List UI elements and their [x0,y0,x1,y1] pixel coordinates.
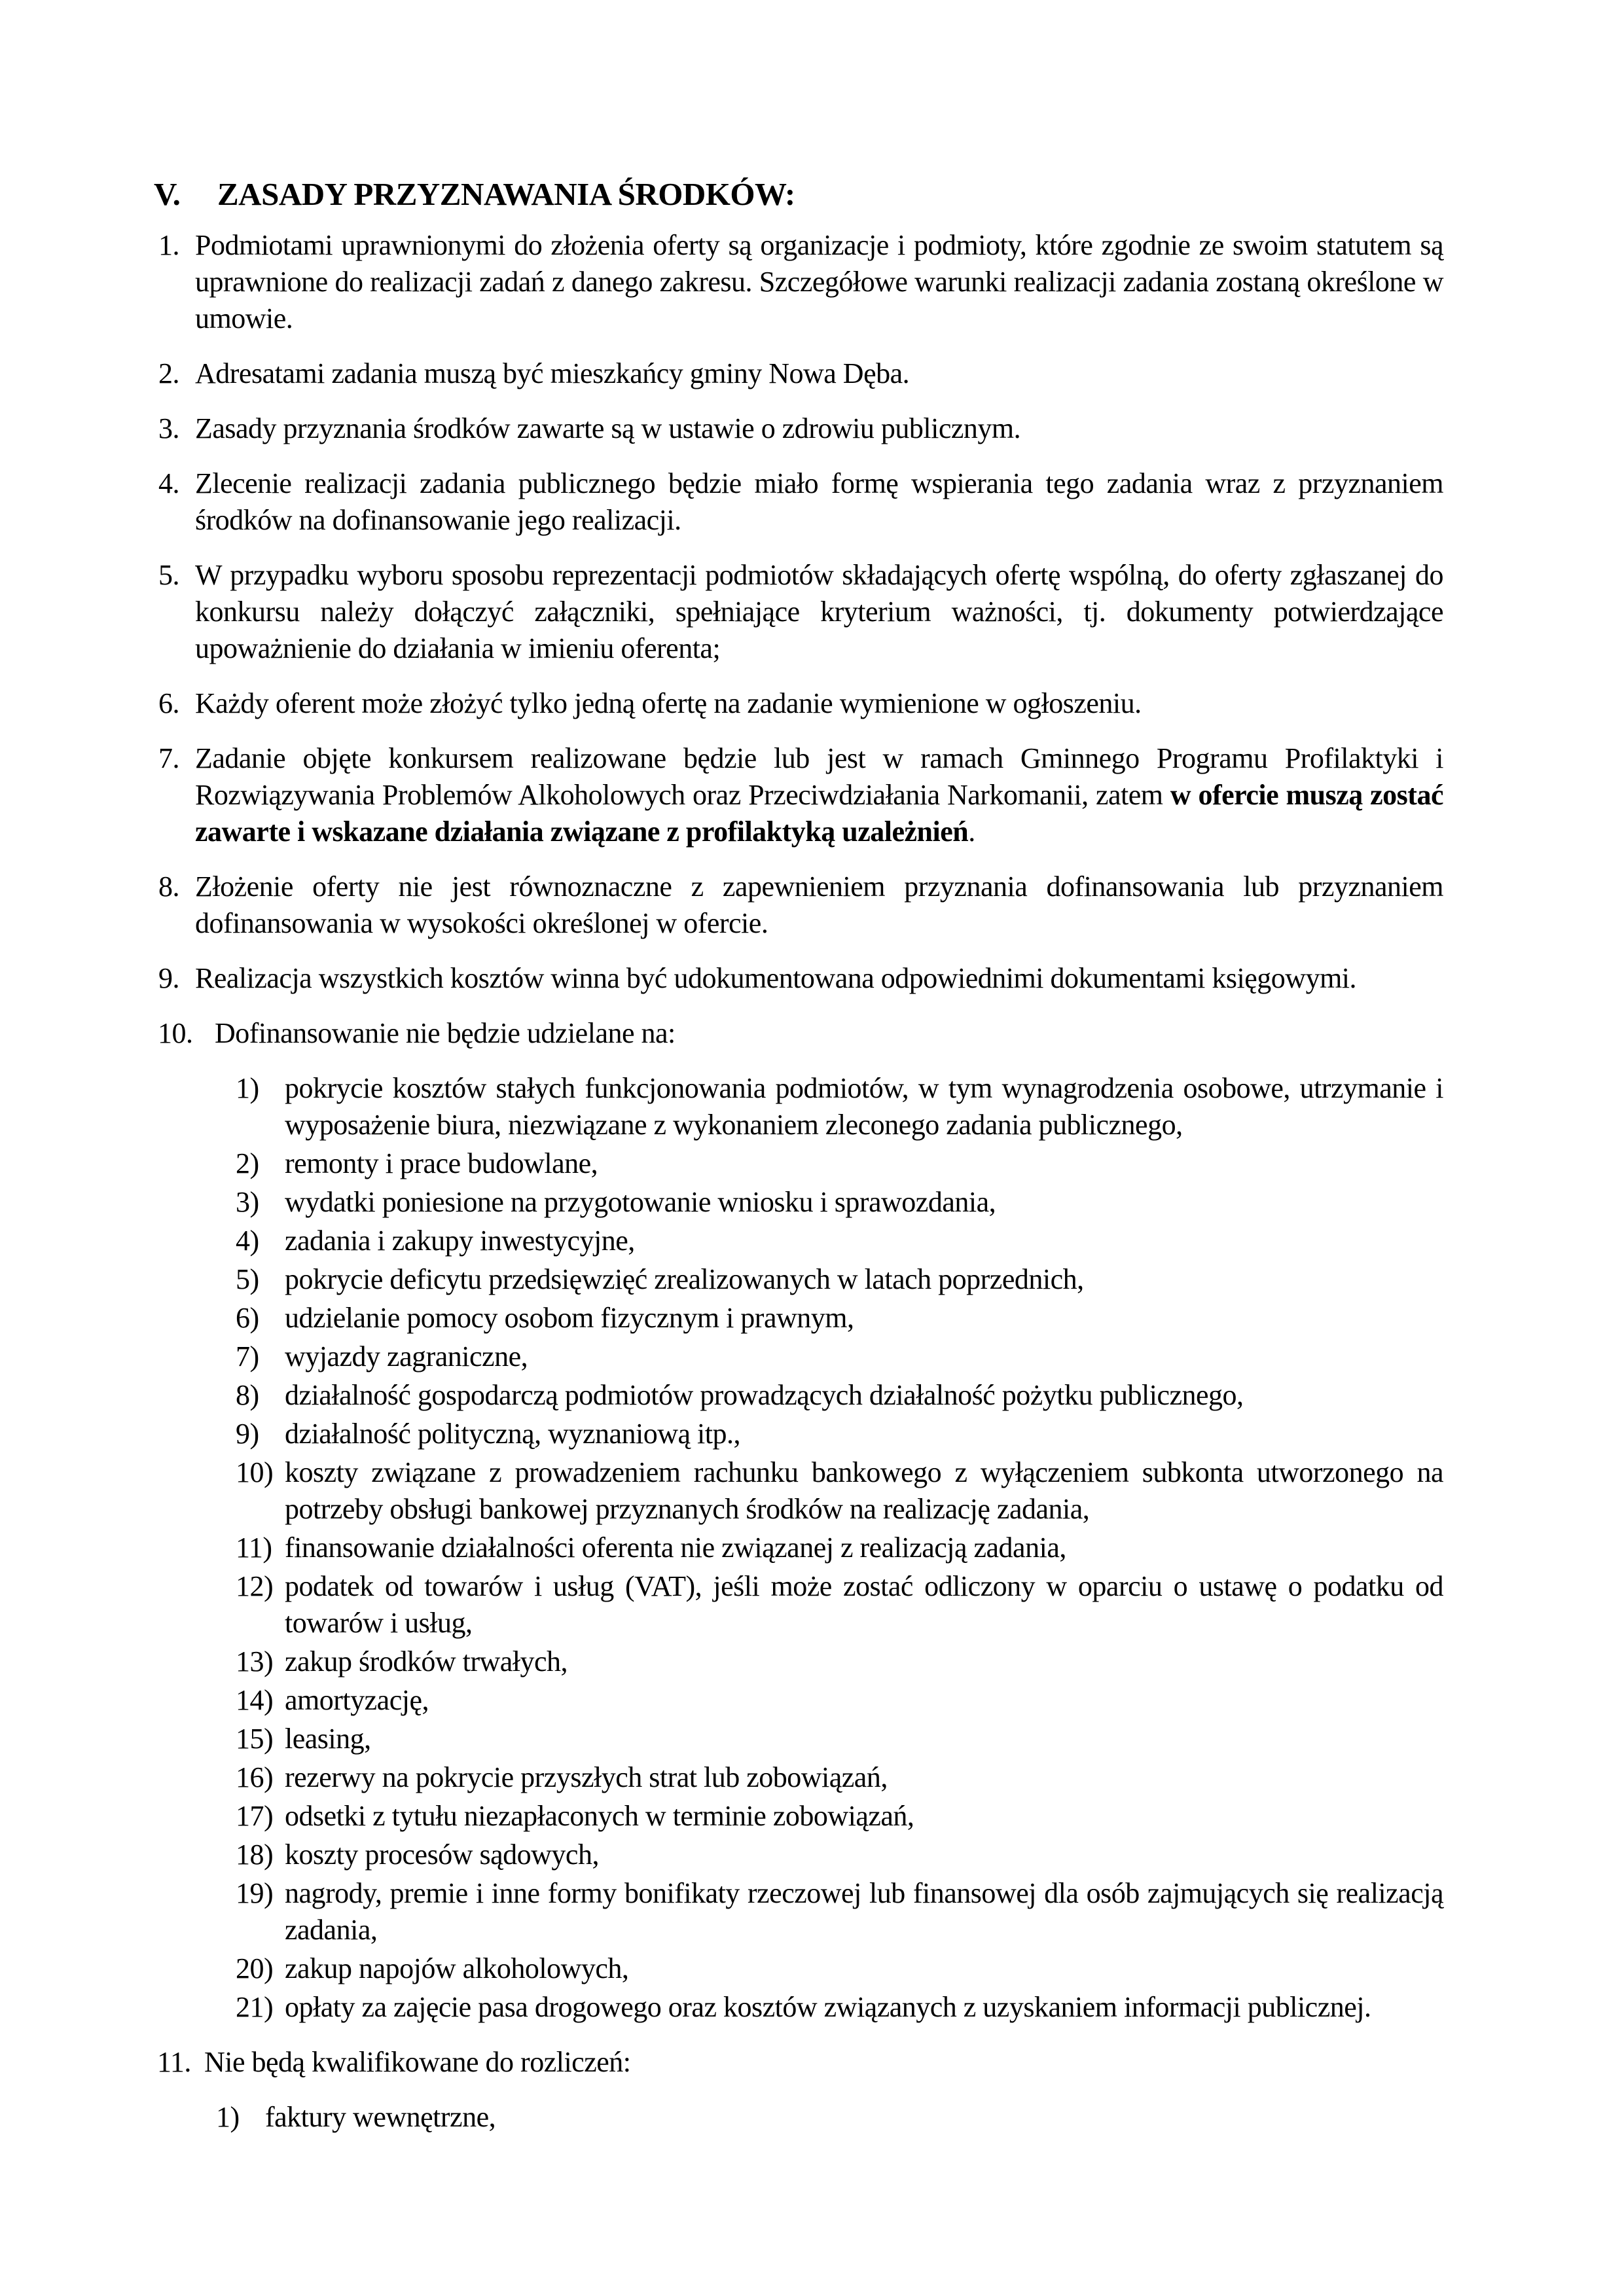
sublist-item [236,1261,1443,1298]
list-item-text-bold: w ofercie muszą zostać zawarte i wskazane działania związane z profilaktyką uzależnień [195,779,1443,848]
sublist-item-text: koszty procesów sądowych, [285,1839,599,1871]
list-item-text: Podmiotami uprawnionymi do złożenia oferty są organizacje i podmioty, które zgodnie ze swoim statutem są uprawnione do realizacji zadań z danego zakresu. Szczegółowe warunki realizacji zadania zostaną określone w umowie. [195,229,1443,334]
sublist-item [236,1875,1443,1948]
sublist-item-number: 1) [216,2101,240,2133]
sublist [216,2099,1443,2136]
list-item-text: . [968,816,975,848]
sublist-item-number: 8) [236,1379,259,1411]
list-item-number: 4. [158,467,179,499]
sublist-item-text: wyjazdy zagraniczne, [285,1340,528,1372]
sublist-item-number: 14) [236,1684,274,1716]
list-item-text: Nie będą kwalifikowane do rozliczeń: [204,2046,631,2078]
sublist-item [236,1759,1443,1796]
sublist-item-text: amortyzację, [285,1684,429,1716]
sublist-item-text: pokrycie kosztów stałych funkcjonowania podmiotów, w tym wynagrodzenia osobowe, utrzymanie i wyposażenie biura, niezwiązane z wykonaniem zleconego zadania publicznego, [285,1072,1443,1141]
sublist-item-text: remonty i prace budowlane, [285,1147,598,1179]
list-item [154,1015,1443,2026]
sublist-item-text: udzielanie pomocy osobom fizycznym i prawnym, [285,1302,854,1334]
sublist-item [236,1223,1443,1259]
sublist-item-number: 15) [236,1723,274,1755]
sublist-item-text: koszty związane z prowadzeniem rachunku bankowego z wyłączeniem subkonta utworzonego na potrzeby obsługi bankowej przyznanych środków na realizację zadania, [285,1456,1443,1525]
sublist-item-number: 5) [236,1263,259,1295]
list-item [154,410,1443,447]
sublist-item-text: faktury wewnętrzne, [265,2101,496,2133]
list-item [154,685,1443,722]
list-item-number: 10. [158,1017,193,1049]
list-item-text: Zasady przyznania środków zawarte są w ustawie o zdrowiu publicznym. [195,412,1021,444]
sublist-item [236,1530,1443,1566]
list-item-text: Realizacja wszystkich kosztów winna być udokumentowana odpowiednimi dokumentami księgowymi. [195,962,1357,994]
list-item [154,740,1443,850]
sublist-item [236,1377,1443,1414]
list-item-number: 6. [158,687,179,719]
sublist-item-text: rezerwy na pokrycie przyszłych strat lub zobowiązań, [285,1761,888,1793]
sublist-item-number: 10) [236,1456,274,1488]
sublist-item-text: zakup środków trwałych, [285,1645,568,1677]
sublist-item [236,1070,1443,1143]
sublist-item [236,1300,1443,1336]
list-item [154,557,1443,667]
sublist-item [236,1837,1443,1873]
list-item-text: Adresatami zadania muszą być mieszkańcy gminy Nowa Dęba. [195,357,910,389]
sublist-item [236,1416,1443,1452]
sublist-item-number: 16) [236,1761,274,1793]
sublist-item [236,1568,1443,1641]
sublist-item-text: finansowanie działalności oferenta nie związanej z realizacją zadania, [285,1532,1066,1564]
list-item-number: 1. [158,229,179,261]
list-item-number: 7. [158,742,179,774]
list-item [154,355,1443,392]
list-item-text: Zadanie objęte konkursem realizowane będzie lub jest w ramach Gminnego Programu Profilaktyki i Rozwiązywania Problemów Alkoholowych oraz Przeciwdziałania Narkomanii, zatem [195,742,1443,811]
sublist-item-number: 12) [236,1570,274,1602]
sublist-item [236,1989,1443,2026]
list-item-number: 8. [158,870,179,903]
sublist-item [236,1643,1443,1680]
list-item [154,960,1443,997]
sublist-item [236,1950,1443,1987]
list-item [154,227,1443,337]
sublist-item [236,1145,1443,1182]
sublist-item-text: zakup napojów alkoholowych, [285,1952,629,1984]
sublist-item [236,1184,1443,1221]
sublist-item [236,1682,1443,1719]
sublist-item-text: leasing, [285,1723,371,1755]
sublist-item-text: pokrycie deficytu przedsięwzięć zrealizowanych w latach poprzednich, [285,1263,1084,1295]
sublist-item-number: 3) [236,1186,259,1218]
sublist-item-text: zadania i zakupy inwestycyjne, [285,1225,635,1257]
sublist-item-number: 6) [236,1302,259,1334]
sublist-item-number: 4) [236,1225,259,1257]
list-item [154,2044,1443,2136]
section-heading-title: ZASADY PRZYZNAWANIA ŚRODKÓW: [217,176,795,212]
sublist-item-text: działalność gospodarczą podmiotów prowadzących działalność pożytku publicznego, [285,1379,1244,1411]
sublist-item-number: 20) [236,1952,274,1984]
sublist [236,1070,1443,2026]
sublist-item-text: wydatki poniesione na przygotowanie wniosku i sprawozdania, [285,1186,996,1218]
sublist-item-number: 9) [236,1418,259,1450]
list-item-number: 5. [158,559,179,591]
list-item-number: 3. [158,412,179,444]
sublist-item [236,1338,1443,1375]
list-item-text: Zlecenie realizacji zadania publicznego będzie miało formę wspierania tego zadania wraz z przyznaniem środków na dofinansowanie jego realizacji. [195,467,1443,536]
list-item [154,869,1443,942]
list-item-text: Każdy oferent może złożyć tylko jedną ofertę na zadanie wymienione w ogłoszeniu. [195,687,1142,719]
sublist-item-number: 11) [236,1532,272,1564]
list-item [154,465,1443,539]
sublist-item-number: 2) [236,1147,259,1179]
section-heading [154,176,1443,213]
sublist-item [236,1454,1443,1528]
list-item-number: 9. [158,962,179,994]
sublist-item-number: 21) [236,1991,274,2023]
list-item-number: 2. [158,357,179,389]
list-item-text: W przypadku wyboru sposobu reprezentacji podmiotów składających ofertę wspólną, do oferty zgłaszanej do konkursu należy dołączyć załączniki, spełniające kryterium ważności, tj. dokumenty potwierdzające upoważnienie do działania w imieniu oferenta; [195,559,1443,664]
list-item-text: Złożenie oferty nie jest równoznaczne z zapewnieniem przyznania dofinansowania lub przyznaniem dofinansowania w wysokości określonej w ofercie. [195,870,1443,939]
sublist-item [236,1721,1443,1757]
sublist-item [216,2099,1443,2136]
sublist-item-text: działalność polityczną, wyznaniową itp., [285,1418,740,1450]
sublist-item-text: nagrody, premie i inne formy bonifikaty rzeczowej lub finansowej dla osób zajmujących się realizacją zadania, [285,1877,1443,1946]
section-heading-number: V. [154,176,181,212]
sublist-item-text: podatek od towarów i usług (VAT), jeśli może zostać odliczony w oparciu o ustawę o podatku od towarów i usług, [285,1570,1443,1639]
sublist-item-number: 17) [236,1800,274,1832]
sublist-item-number: 13) [236,1645,274,1677]
sublist-item-number: 1) [236,1072,259,1104]
sublist-item-number: 19) [236,1877,274,1909]
sublist-item-number: 7) [236,1340,259,1372]
sublist-item-number: 18) [236,1839,274,1871]
list-item-text: Dofinansowanie nie będzie udzielane na: [215,1017,676,1049]
list-item-number: 11. [157,2046,191,2078]
sublist-item-text: opłaty za zajęcie pasa drogowego oraz kosztów związanych z uzyskaniem informacji publicznej. [285,1991,1371,2023]
sublist-item [236,1798,1443,1835]
sublist-item-text: odsetki z tytułu niezapłaconych w terminie zobowiązań, [285,1800,914,1832]
